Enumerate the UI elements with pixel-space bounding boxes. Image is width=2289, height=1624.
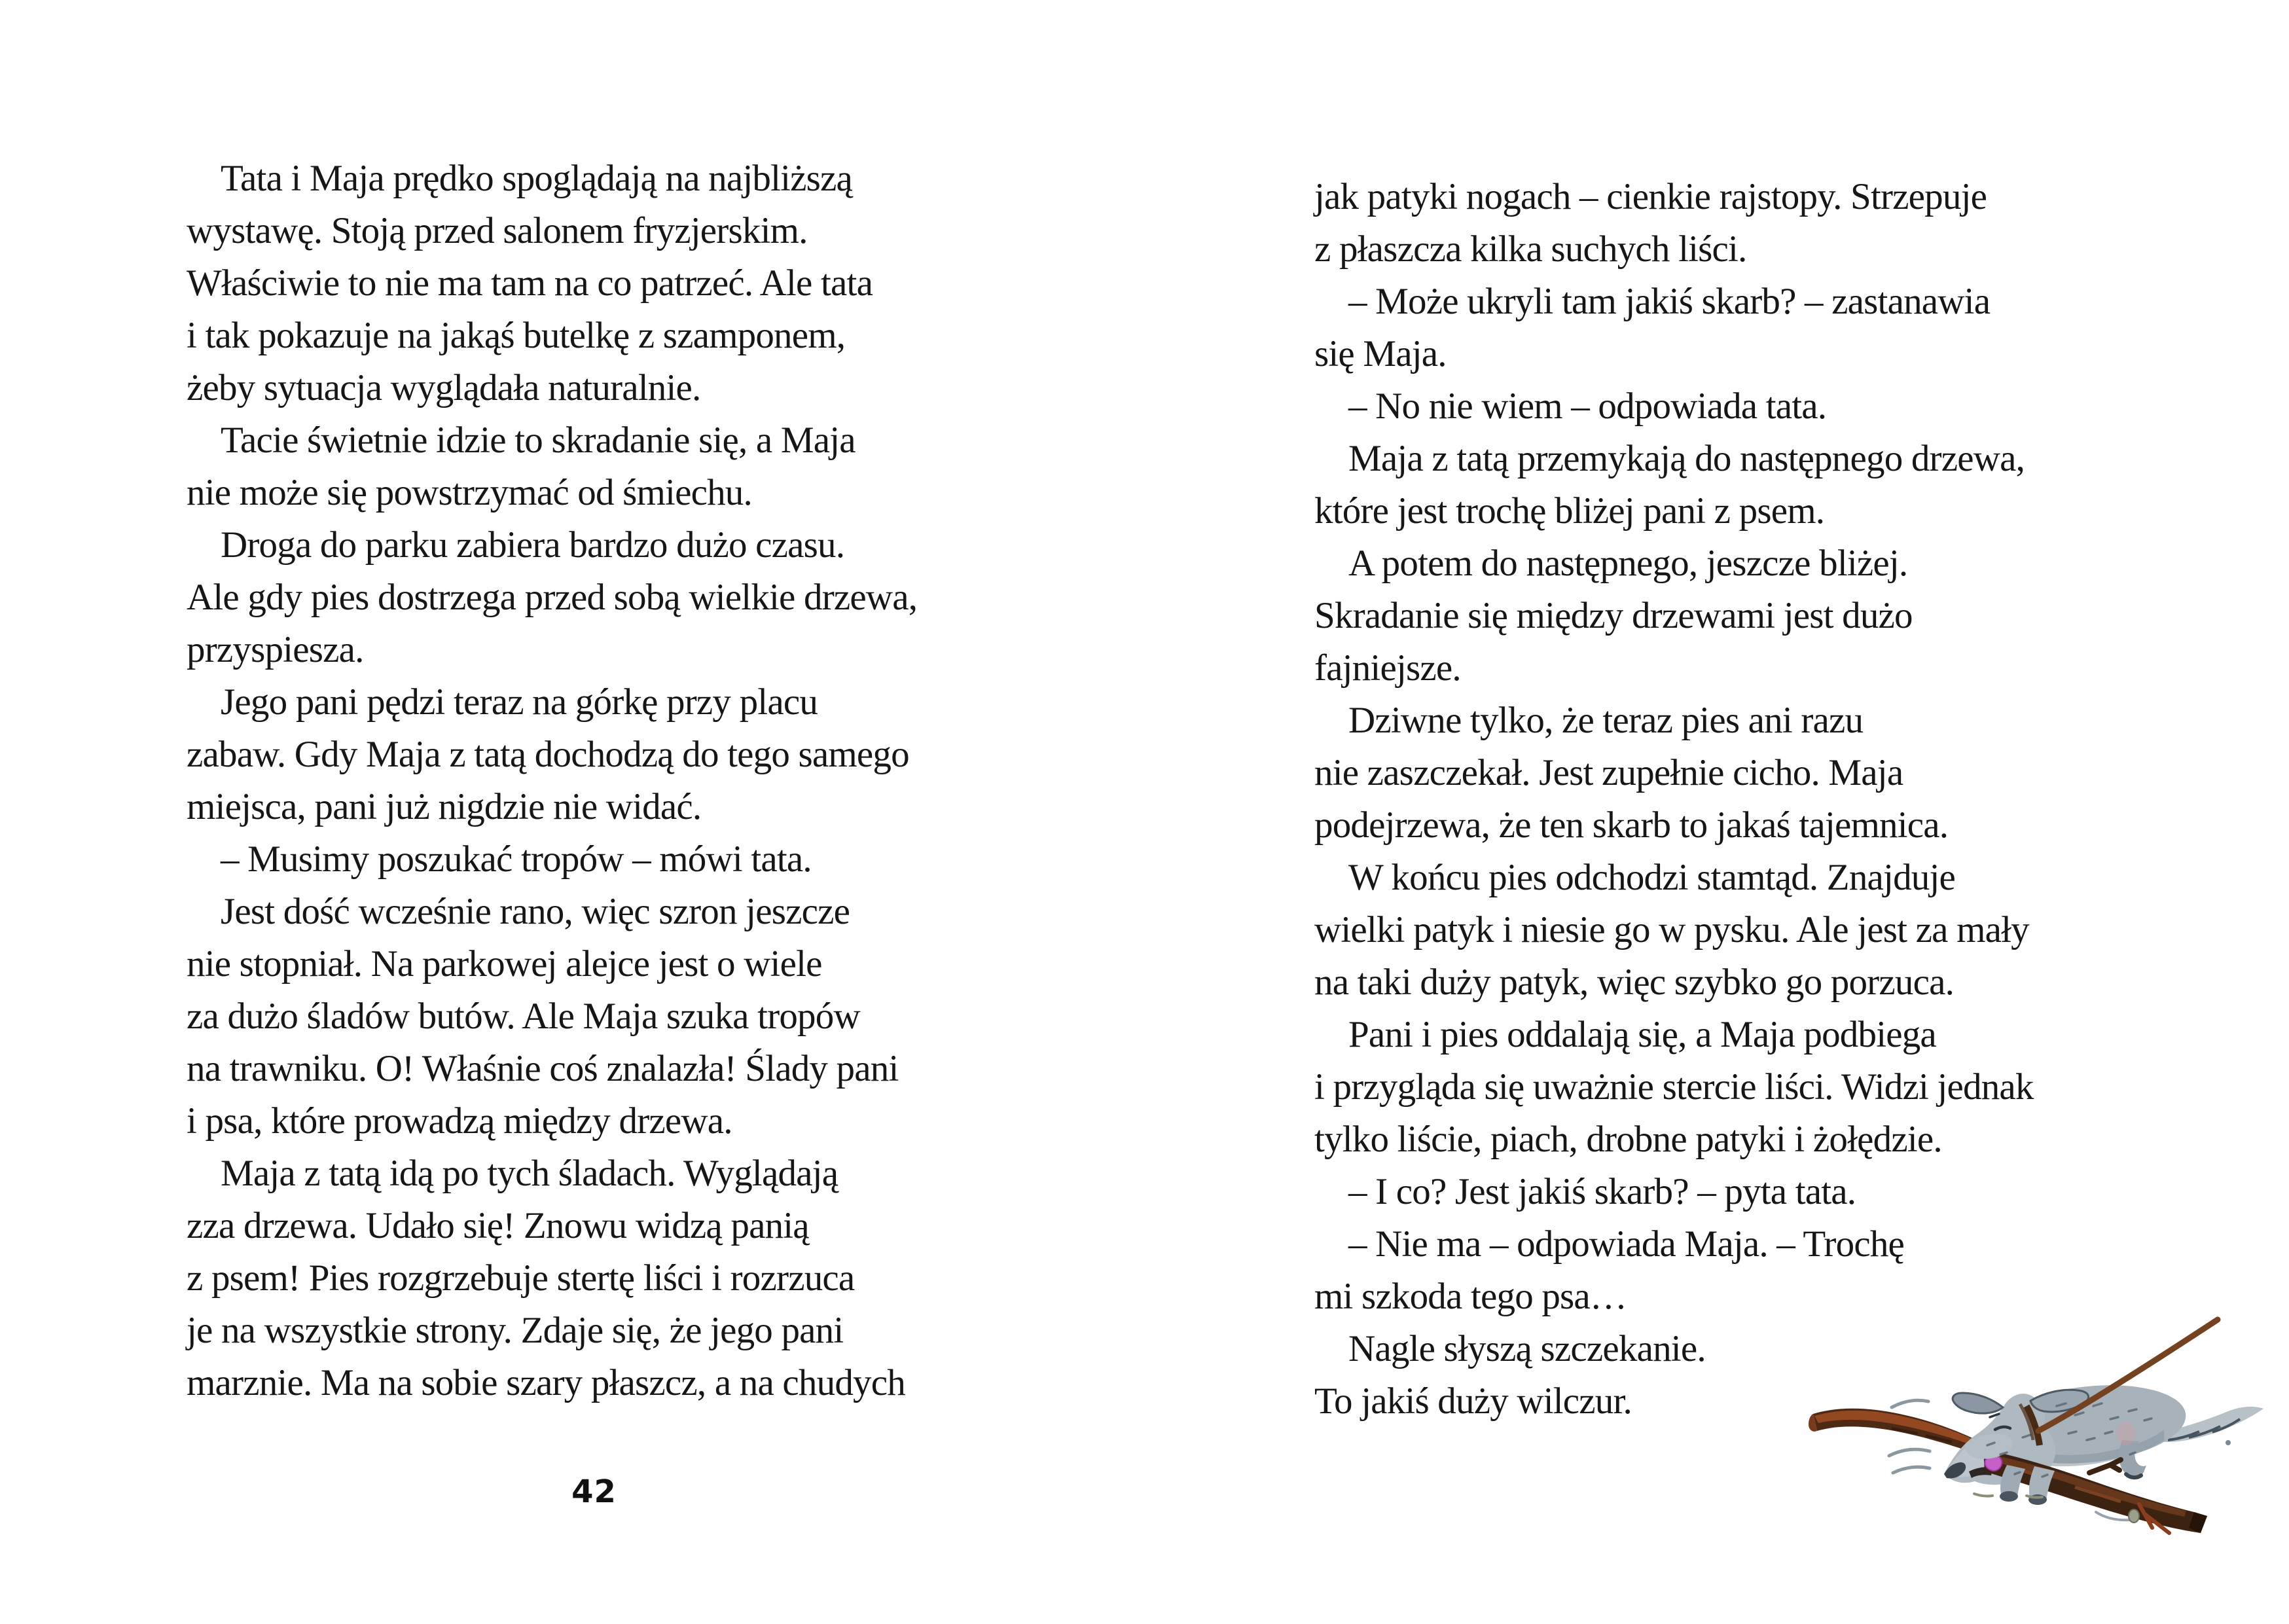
text-line: mi szkoda tego psa…	[1314, 1276, 1627, 1317]
text-line: żeby sytuacja wyglądała naturalnie.	[187, 367, 701, 408]
text-line: marznie. Ma na sobie szary płaszcz, a na chudych	[187, 1362, 905, 1403]
dog-illustration	[1793, 1309, 2278, 1538]
text-line: Droga do parku zabiera bardzo dużo czasu.	[221, 524, 845, 566]
text-line: Maja z tatą przemykają do następnego drzewa,	[1348, 438, 2025, 479]
text-line: na trawniku. O! Właśnie coś znalazła! Ślady pani	[187, 1048, 899, 1089]
text-line: jak patyki nogach – cienkie rajstopy. Strzepuje	[1314, 176, 1987, 217]
text-line: wielki patyk i niesie go w pysku. Ale jest za mały	[1314, 909, 2029, 950]
text-line: Dziwne tylko, że teraz pies ani razu	[1348, 700, 1864, 741]
text-line: Pani i pies oddalają się, a Maja podbiega	[1348, 1014, 1936, 1055]
text-line: zabaw. Gdy Maja z tatą dochodzą do tego samego	[187, 734, 909, 775]
text-line: Jego pani pędzi teraz na górkę przy placu	[221, 681, 818, 723]
text-line: zza drzewa. Udało się! Znowu widzą panią	[187, 1205, 809, 1246]
text-line: – Musimy poszukać tropów – mówi tata.	[221, 839, 812, 880]
text-line: – No nie wiem – odpowiada tata.	[1348, 386, 1827, 427]
text-line: Nagle słyszą szczekanie.	[1348, 1328, 1706, 1369]
text-line: nie zaszczekał. Jest zupełnie cicho. Maja	[1314, 752, 1903, 793]
text-line: Skradanie się między drzewami jest dużo	[1314, 595, 1913, 636]
text-line: je na wszystkie strony. Zdaje się, że jego pani	[187, 1310, 844, 1351]
text-line: – Nie ma – odpowiada Maja. – Trochę	[1348, 1223, 1905, 1265]
text-line: i psa, które prowadzą między drzewa.	[187, 1100, 732, 1142]
left-page-text	[187, 153, 1011, 1409]
page-number: 42	[571, 1473, 617, 1510]
dog-ear-left	[1953, 1393, 2003, 1413]
text-line: z płaszcza kilka suchych liści.	[1314, 228, 1747, 270]
text-line: Maja z tatą idą po tych śladach. Wyglądają	[221, 1153, 838, 1194]
text-line: nie może się powstrzymać od śmiechu.	[187, 472, 752, 513]
text-line: Tacie świetnie idzie to skradanie się, a Maja	[221, 420, 856, 461]
text-line: nie stopniał. Na parkowej alejce jest o wiele	[187, 943, 822, 984]
text-line: A potem do następnego, jeszcze bliżej.	[1348, 543, 1908, 584]
text-line: i tak pokazuje na jakąś butelkę z szamponem,	[187, 315, 846, 356]
text-line: – Może ukryli tam jakiś skarb? – zastanawia	[1348, 281, 1991, 322]
text-line: miejsca, pani już nigdzie nie widać.	[187, 786, 702, 827]
text-line: – I co? Jest jakiś skarb? – pyta tata.	[1348, 1171, 1856, 1212]
text-line: za dużo śladów butów. Ale Maja szuka tropów	[187, 996, 860, 1037]
text-line: Tata i Maja prędko spoglądają na najbliższą	[221, 158, 853, 199]
text-line: Ale gdy pies dostrzega przed sobą wielkie drzewa,	[187, 577, 918, 618]
text-line: przyspiesza.	[187, 629, 364, 670]
text-line: podejrzewa, że ten skarb to jakaś tajemnica.	[1314, 804, 1949, 846]
text-line: i przygląda się uważnie stercie liści. Widzi jednak	[1314, 1066, 2034, 1108]
text-line: fajniejsze.	[1314, 647, 1461, 689]
text-line: z psem! Pies rozgrzebuje stertę liści i rozrzuca	[187, 1257, 855, 1299]
text-line: wystawę. Stoją przed salonem fryzjerskim.	[187, 210, 808, 251]
right-page-text	[1314, 171, 2165, 1428]
text-line: Właściwie to nie ma tam na co patrzeć. Ale tata	[187, 262, 873, 304]
text-line: W końcu pies odchodzi stamtąd. Znajduje	[1348, 857, 1956, 898]
text-line: które jest trochę bliżej pani z psem.	[1314, 490, 1825, 532]
text-line: się Maja.	[1314, 333, 1447, 374]
text-line: To jakiś duży wilczur.	[1314, 1380, 1632, 1422]
text-line: tylko liście, piach, drobne patyki i żołędzie.	[1314, 1119, 1942, 1160]
text-line: Jest dość wcześnie rano, więc szron jeszcze	[221, 891, 850, 932]
text-line: na taki duży patyk, więc szybko go porzuca.	[1314, 962, 1955, 1003]
